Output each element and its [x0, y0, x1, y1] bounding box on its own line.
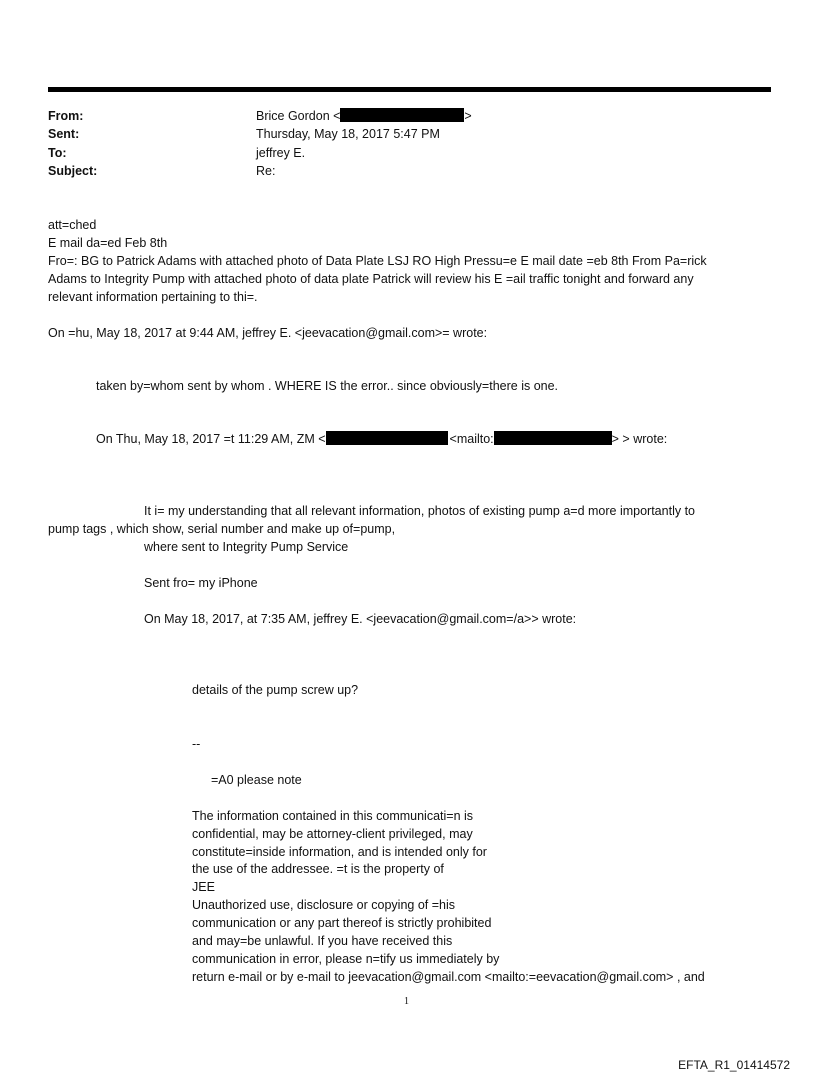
sent-label: Sent:	[48, 127, 80, 141]
body-line: att=ched	[48, 218, 97, 232]
body-line: E mail da=ed Feb 8th	[48, 236, 168, 250]
quote-header-end: > > wrote:	[611, 432, 668, 446]
header-rule	[48, 87, 771, 92]
signature-divider: --	[192, 737, 201, 751]
body-line: relevant information pertaining to thi=.	[48, 290, 258, 304]
disclaimer-line: constitute=inside information, and is intended only for	[192, 845, 487, 859]
quote-header: On May 18, 2017, at 7:35 AM, jeffrey E. <jeevacation@gmail.com=/a>> wrote:	[144, 612, 577, 626]
subject-value: Re:	[256, 164, 276, 178]
redaction-box	[494, 431, 612, 445]
disclaimer-line: and may=be unlawful. If you have received this	[192, 934, 453, 948]
from-name: Brice Gordon <	[256, 109, 341, 123]
body-line: It i= my understanding that all relevant information, photos of existing pump a=d more importantly to	[144, 504, 695, 518]
from-value	[256, 108, 472, 124]
disclaimer-line: The information contained in this communicati=n is	[192, 809, 474, 823]
disclaimer-line: communication or any part thereof is strictly prohibited	[192, 916, 492, 930]
from-label: From:	[48, 109, 84, 123]
sent-value: Thursday, May 18, 2017 5:47 PM	[256, 127, 440, 141]
document-reference: EFTA_R1_01414572	[678, 1058, 790, 1072]
quote-header: On =hu, May 18, 2017 at 9:44 AM, jeffrey E. <jeevacation@gmail.com>= wrote:	[48, 326, 488, 340]
disclaimer-line: return e-mail or by e-mail to jeevacation@gmail.com <mailto:=eevacation@gmail.com> , and	[192, 970, 705, 984]
disclaimer-line: communication in error, please n=tify us immediately by	[192, 952, 500, 966]
to-value: jeffrey E.	[256, 146, 306, 160]
body-line: pump tags , which show, serial number and make up of=pump,	[48, 522, 396, 536]
quote-header	[96, 431, 667, 447]
disclaimer-line: JEE	[192, 880, 215, 894]
disclaimer-line: Unauthorized use, disclosure or copying of =his	[192, 898, 455, 912]
disclaimer-line: the use of the addressee. =t is the property of	[192, 862, 444, 876]
from-close: >	[464, 109, 472, 123]
redaction-box	[326, 431, 448, 445]
body-line: taken by=whom sent by whom . WHERE IS the error.. since obviously=there is one.	[96, 379, 559, 393]
to-label: To:	[48, 146, 67, 160]
subject-label: Subject:	[48, 164, 98, 178]
redaction-box	[340, 108, 464, 122]
body-line: Adams to Integrity Pump with attached photo of data plate Patrick will review his E =ail traffic tonight and forward any	[48, 272, 694, 286]
body-line: details of the pump screw up?	[192, 683, 359, 697]
body-line: Fro=: BG to Patrick Adams with attached photo of Data Plate LSJ RO High Pressu=e E mail date =eb 8th From Pa=rick	[48, 254, 707, 268]
body-line: =A0 please note	[211, 773, 302, 787]
quote-header-start: On Thu, May 18, 2017 =t 11:29 AM, ZM <	[96, 432, 326, 446]
body-line: Sent fro= my iPhone	[144, 576, 258, 590]
page-number: 1	[404, 996, 409, 1007]
body-line: where sent to Integrity Pump Service	[144, 540, 349, 554]
mailto-prefix: <mailto:	[449, 432, 494, 446]
disclaimer-line: confidential, may be attorney-client privileged, may	[192, 827, 473, 841]
